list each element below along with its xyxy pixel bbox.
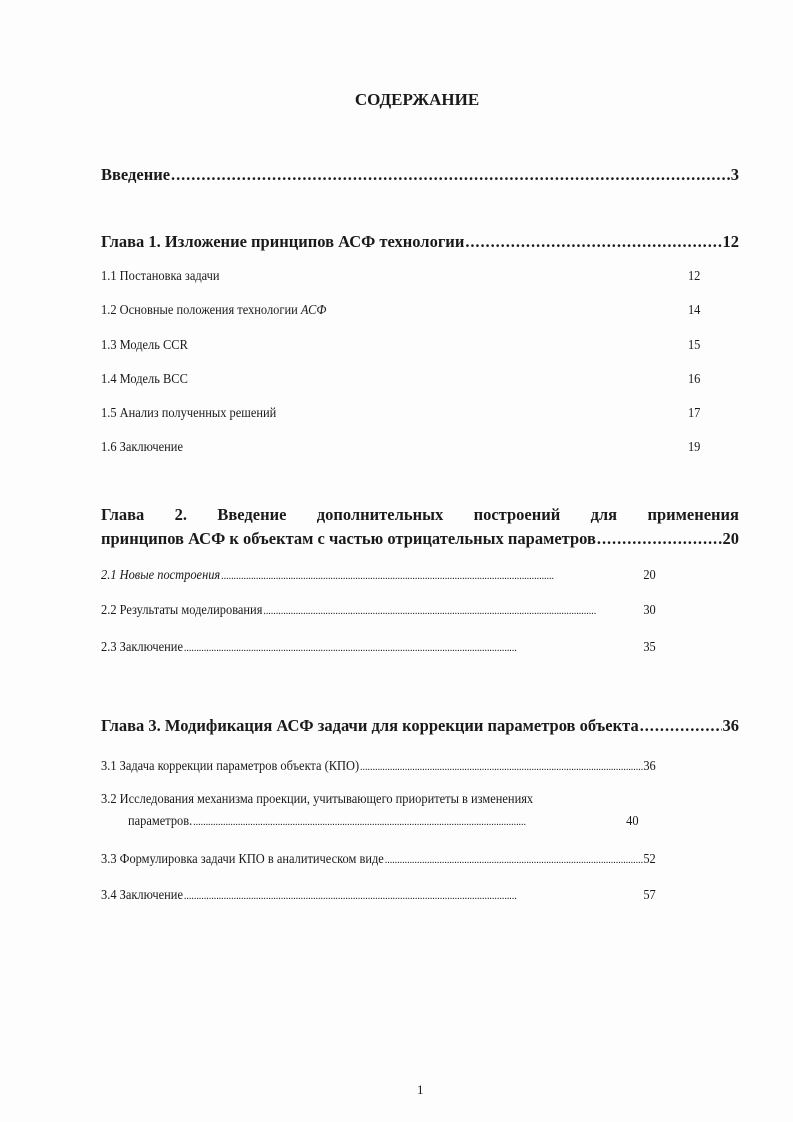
entry-page: 40 — [626, 813, 639, 828]
page-number: 1 — [417, 1082, 424, 1097]
entry-label: Глава 3. Модификация АСФ задачи для коррекции параметров объекта — [101, 716, 639, 735]
dot-leader — [184, 639, 643, 655]
entry-label: 1.6 Заключение — [101, 439, 183, 454]
toc-entry-section — [101, 758, 656, 774]
entry-page: 35 — [643, 639, 656, 654]
dot-leader — [171, 165, 730, 185]
entry-page: 20 — [643, 567, 656, 582]
entry-label: принципов АСФ к объектам с частью отрицательных параметров — [101, 529, 596, 548]
entry-label: Введение — [101, 165, 171, 184]
dot-leader — [360, 758, 642, 774]
toc-entry-chapter-2-line-1: Глава 2. Введение дополнительных построений для применения — [101, 505, 739, 524]
toc-entry-section — [101, 371, 701, 387]
toc-entry-section — [101, 268, 701, 284]
toc-entry-chapter-2 — [101, 529, 739, 549]
entry-label: 1.5 Анализ полученных решений — [101, 405, 277, 420]
toc-entry-section — [128, 813, 639, 829]
toc-entry-chapter-1 — [101, 232, 739, 252]
entry-label: 3.2 Исследования механизма проекции, учитывающего приоритеты в изменениях — [101, 791, 534, 806]
toc-entry-section — [101, 337, 701, 353]
page-title: СОДЕРЖАНИЕ — [354, 90, 480, 109]
toc-entry-section-line-1 — [101, 791, 656, 807]
entry-label: 3.1 Задача коррекции параметров объекта (КПО) — [101, 758, 360, 773]
entry-page: 36 — [643, 758, 656, 773]
toc-entry-section — [101, 567, 656, 583]
entry-page: 30 — [643, 602, 656, 617]
entry-page: 19 — [687, 439, 701, 454]
toc-entry-intro — [101, 165, 739, 185]
entry-page: 16 — [687, 371, 701, 386]
entry-label: параметров. — [128, 813, 193, 828]
dot-leader — [193, 813, 625, 829]
entry-page: 12 — [722, 232, 739, 251]
entry-label: 2.3 Заключение — [101, 639, 183, 654]
entry-page: 3 — [730, 165, 739, 184]
entry-label: 1.1 Постановка задачи — [101, 268, 220, 283]
dot-leader — [184, 887, 643, 903]
entry-page: 36 — [722, 716, 739, 735]
toc-entry-chapter-3 — [101, 716, 739, 736]
dot-leader — [263, 602, 642, 618]
entry-page: 15 — [687, 337, 701, 352]
entry-page: 12 — [687, 268, 701, 283]
entry-label: 1.3 Модель CCR — [101, 337, 188, 352]
toc-entry-section — [101, 602, 656, 618]
toc-entry-section — [101, 639, 656, 655]
toc-entry-section — [101, 887, 656, 903]
toc-entry-section — [101, 405, 701, 421]
entry-page: 57 — [643, 887, 656, 902]
entry-label — [101, 302, 326, 318]
entry-label: 3.3 Формулировка задачи КПО в аналитическом виде — [101, 851, 384, 866]
toc-entry-section — [101, 439, 701, 455]
dot-leader — [221, 567, 642, 583]
entry-label: 1.4 Модель BCC — [101, 371, 188, 386]
entry-page: 17 — [687, 405, 701, 420]
entry-label: 2.2 Результаты моделирования — [101, 602, 263, 617]
entry-page: 20 — [722, 529, 739, 548]
toc-entry-section — [101, 851, 656, 867]
entry-label-italic: АСФ — [300, 302, 327, 317]
entry-label-text: 1.2 Основные положения технологии — [101, 302, 298, 317]
dot-leader — [385, 851, 643, 867]
dot-leader — [597, 529, 722, 549]
entry-label: Глава 1. Изложение принципов АСФ технологии — [101, 232, 465, 251]
toc-entry-section — [101, 302, 701, 318]
entry-page: 52 — [643, 851, 656, 866]
entry-page: 14 — [687, 302, 701, 317]
entry-label: 2.1 Новые построения — [101, 567, 221, 582]
dot-leader — [465, 232, 721, 252]
entry-label: 3.4 Заключение — [101, 887, 183, 902]
dot-leader — [640, 716, 722, 736]
